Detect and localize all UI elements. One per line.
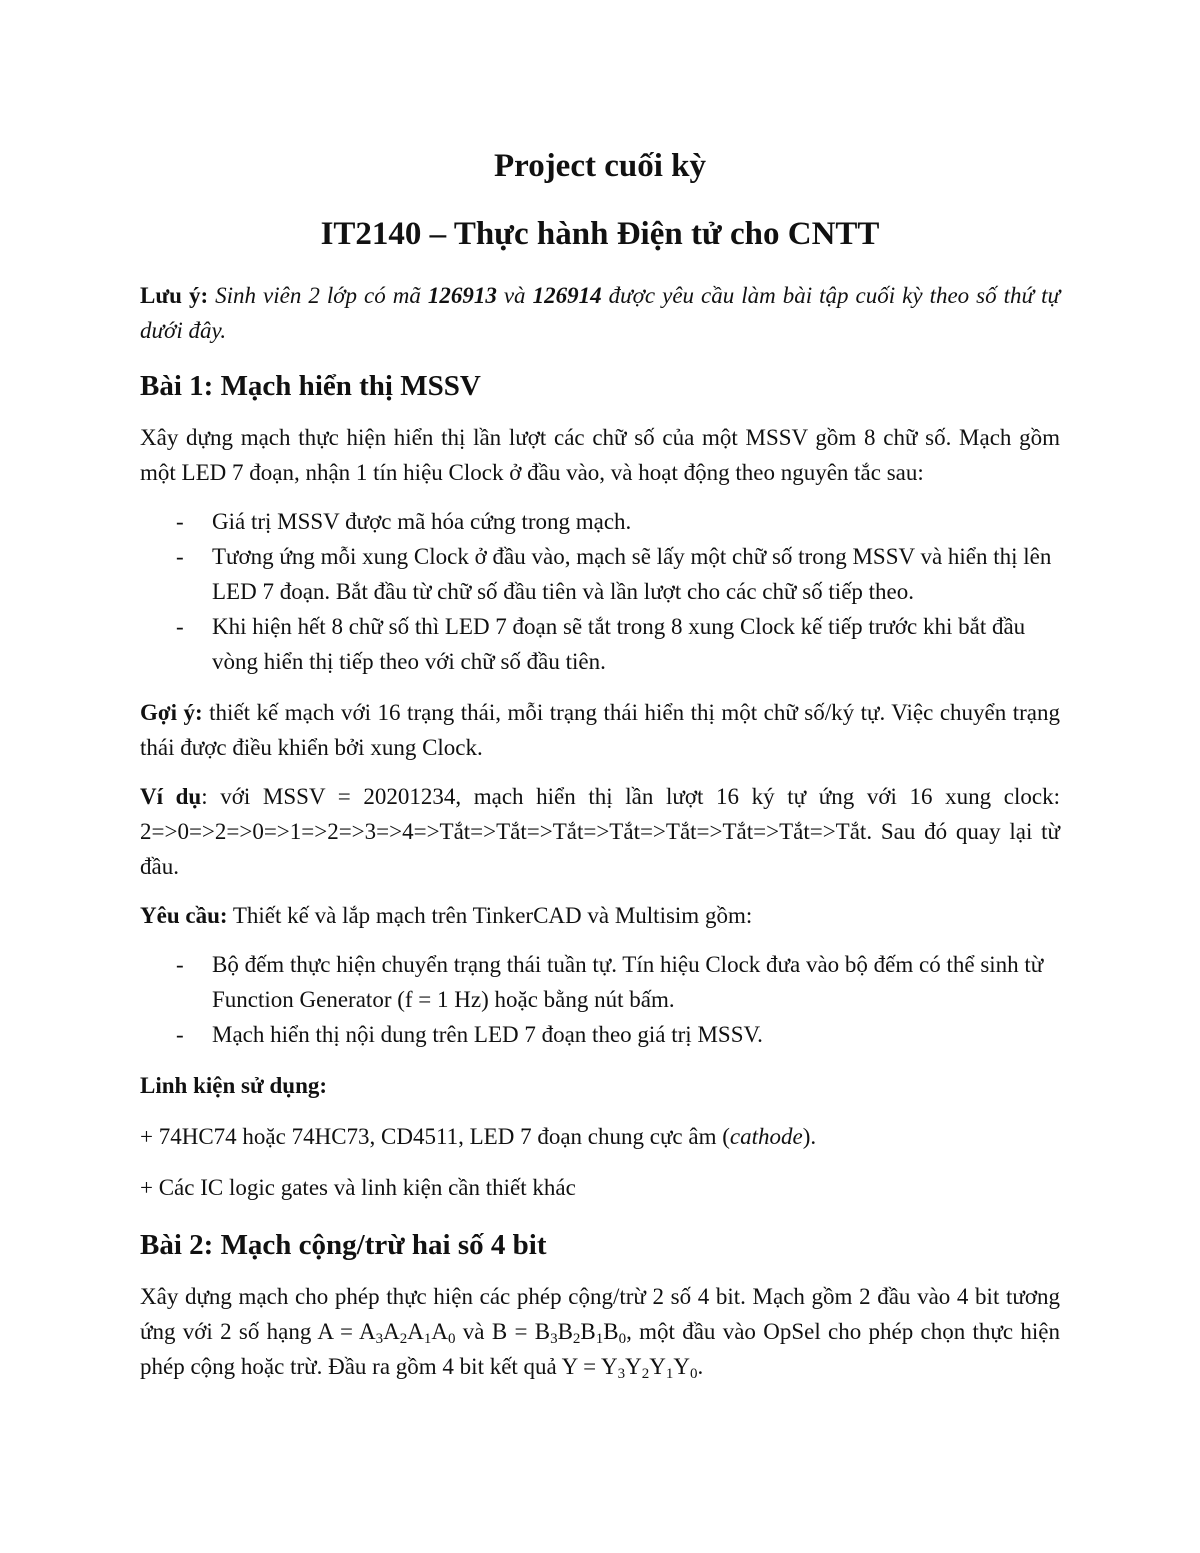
bai2-text-4: . [697, 1354, 704, 1379]
dash-bullet: - [176, 614, 184, 639]
hint-paragraph [140, 695, 1060, 765]
var-letter: Y [649, 1354, 666, 1379]
dash-bullet: - [176, 1022, 184, 1047]
course-title: IT2140 – Thực hành Điện tử cho CNTT [320, 216, 880, 252]
var-letter: A [383, 1319, 400, 1344]
bai2-paragraph [140, 1279, 1060, 1384]
parts-label-text: Linh kiện sử dụng: [140, 1073, 328, 1098]
var-letter: A [407, 1319, 424, 1344]
requirement-label: Yêu cầu: [140, 903, 228, 928]
var-letter: Y [673, 1354, 691, 1379]
subscript: 1 [595, 1331, 604, 1347]
example-text: : với MSSV = 20201234, mạch hiển thị lần lượt 16 ký tự ứng với 16 xung clock: 2=>0=>2=>0=>1=>2=>3=>4=>Tắt=>Tắt=>Tắt=>Tắt=>Tắt=>Tắt=>Tắt=>Tắt. Sau đó quay lại từ đầu. [140, 784, 1060, 879]
subscript: 0 [690, 1366, 698, 1382]
bai2-text-2: và B = B [455, 1319, 551, 1344]
list-item-text: Tương ứng mỗi xung Clock ở đầu vào, mạch sẽ lấy một chữ số trong MSSV và hiển thị lên LED 7 đoạn. Bắt đầu từ chữ số đầu tiên và lần lượt cho các chữ số tiếp theo. [212, 544, 1052, 604]
list-item [140, 1017, 1060, 1052]
subscript: 3 [375, 1331, 384, 1347]
parts-line-1 [140, 1119, 1060, 1154]
parts1-a: + 74HC74 hoặc 74HC73, CD4511, LED 7 đoạn chung cực âm ( [140, 1124, 730, 1149]
bai2-heading [140, 1225, 1060, 1265]
subscript: 2 [399, 1331, 408, 1347]
subscript: 0 [448, 1331, 456, 1347]
parts1-italic: cathode [729, 1124, 803, 1149]
list-item [140, 609, 1060, 679]
note-code1: 126913 [427, 283, 497, 308]
requirement-paragraph [140, 898, 1060, 933]
requirement-list [140, 947, 1060, 1052]
list-item-text: Khi hiện hết 8 chữ số thì LED 7 đoạn sẽ tắt trong 8 xung Clock kế tiếp trước khi bắt đầu vòng hiển thị tiếp theo với chữ số đầu tiên. [212, 614, 1026, 674]
list-item [140, 539, 1060, 609]
document-page [140, 130, 1060, 1384]
list-item [140, 504, 1060, 539]
list-item-text: Mạch hiển thị nội dung trên LED 7 đoạn theo giá trị MSSV. [212, 1022, 763, 1047]
var-letter: A [431, 1319, 449, 1344]
parts1-b: ). [802, 1124, 817, 1149]
bai1-rules-list [140, 504, 1060, 679]
list-item-text: Bộ đếm thực hiện chuyển trạng thái tuần tự. Tín hiệu Clock đưa vào bộ đếm có thể sinh từ Function Generator (f = 1 Hz) hoặc bằng nút bấm. [212, 952, 1044, 1012]
subscript: 1 [423, 1331, 432, 1347]
bai2-text-3: , một đầu vào OpSel cho phép chọn thực hiện phép cộng hoặc trừ. Đầu ra gồm 4 bit kết quả Y = Y [140, 1319, 1060, 1379]
note-text-a: Sinh viên 2 lớp có mã [208, 283, 428, 308]
bai1-intro: Xây dựng mạch thực hiện hiển thị lần lượt các chữ số của một MSSV gồm 8 chữ số. Mạch gồm một LED 7 đoạn, nhận 1 tín hiệu Clock ở đầu vào, và hoạt động theo nguyên tắc sau: [140, 425, 1060, 485]
note-label: Lưu ý: [140, 283, 209, 308]
note-text-b: và [496, 283, 533, 308]
parts-line-2: + Các IC logic gates và linh kiện cần thiết khác [140, 1175, 576, 1200]
document-title: Project cuối kỳ [493, 148, 706, 184]
example-label: Ví dụ [140, 784, 202, 809]
dash-bullet: - [176, 509, 184, 534]
subscript: 3 [617, 1366, 626, 1382]
note-text-c: được yêu cầu làm bài tập cuối kỳ theo số thứ tự dưới đây. [140, 283, 1061, 343]
bai1-heading-rest: : Mạch hiển thị MSSV [203, 370, 481, 402]
list-item [140, 947, 1060, 1017]
var-letter: B [603, 1319, 619, 1344]
note-code2: 126914 [532, 283, 602, 308]
list-item-text: Giá trị MSSV được mã hóa cứng trong mạch. [212, 509, 632, 534]
bai2-heading-rest: : Mạch cộng/trừ hai số 4 bit [203, 1229, 547, 1261]
requirement-text: Thiết kế và lắp mạch trên TinkerCAD và Multisim gồm: [227, 903, 753, 928]
subscript: 1 [665, 1366, 674, 1382]
hint-label: Gợi ý: [140, 700, 203, 725]
subscript: 0 [618, 1331, 627, 1347]
bai2-heading-num: Bài 2 [140, 1229, 204, 1261]
subscript: 2 [641, 1366, 650, 1382]
bai1-heading [140, 366, 1060, 406]
dash-bullet: - [176, 544, 184, 569]
subscript: 3 [550, 1331, 558, 1347]
parts-label [140, 1068, 1060, 1103]
var-letter: B [557, 1319, 573, 1344]
var-letter: Y [625, 1354, 642, 1379]
note-paragraph [140, 278, 1060, 348]
bai1-heading-num: Bài 1 [140, 370, 204, 402]
bai2-text-1: Xây dựng mạch cho phép thực hiện các phép cộng/trừ 2 số 4 bit. Mạch gồm 2 đầu vào 4 bit tương ứng với 2 số hạng A = A [140, 1284, 1060, 1344]
example-paragraph [140, 779, 1060, 884]
hint-text: thiết kế mạch với 16 trạng thái, mỗi trạng thái hiển thị một chữ số/ký tự. Việc chuyển trạng thái được điều khiển bởi xung Clock. [140, 700, 1060, 760]
subscript: 2 [572, 1331, 581, 1347]
var-letter: B [580, 1319, 596, 1344]
dash-bullet: - [176, 952, 184, 977]
